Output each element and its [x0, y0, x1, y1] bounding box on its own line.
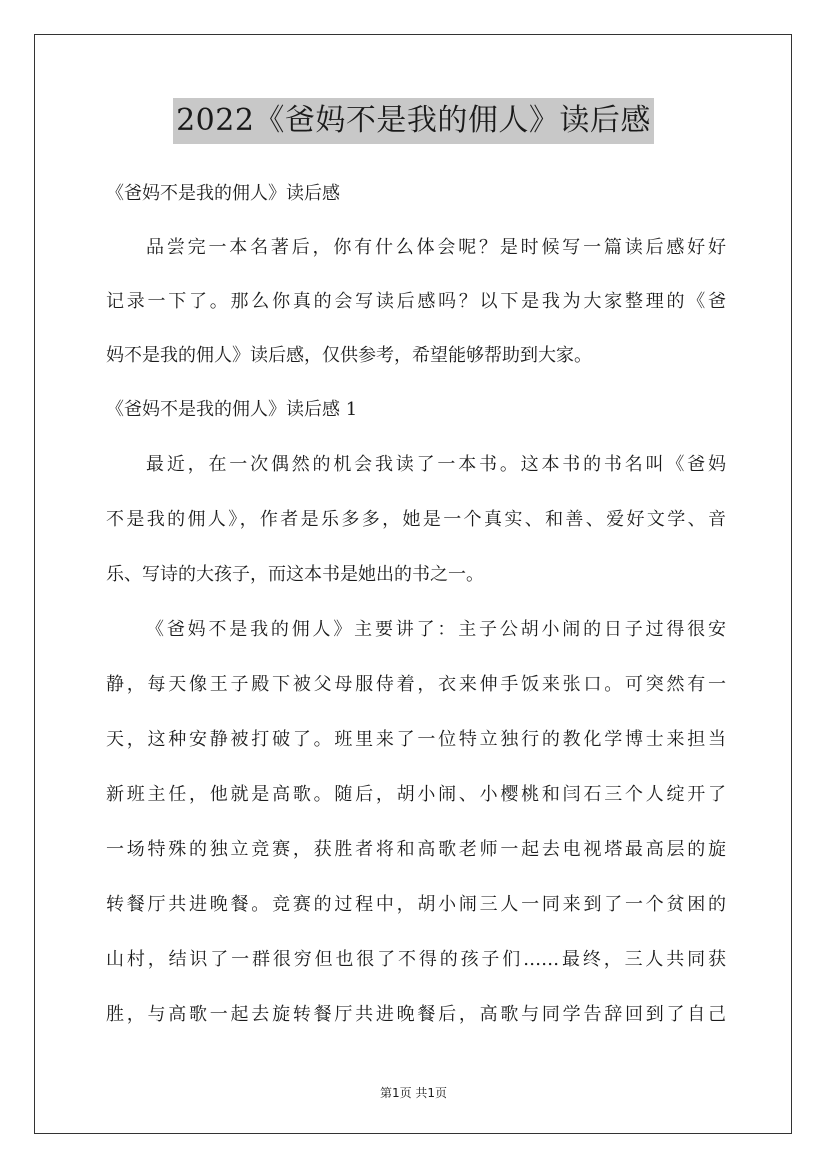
- para2-line-6: 转餐厅共进晚餐。竞赛的过程中，胡小闹三人一同来到了一个贫困的: [106, 894, 726, 915]
- para2-line-4: 新班主任，他就是高歌。随后，胡小闹、小樱桃和闫石三个人绽开了: [106, 784, 726, 805]
- para2-line-8: 胜，与高歌一起去旋转餐厅共进晚餐后，高歌与同学告辞回到了自己: [106, 1004, 726, 1025]
- document-title: 2022《爸妈不是我的佣人》读后感: [173, 98, 654, 144]
- section-heading: 《爸妈不是我的佣人》读后感 1: [106, 399, 358, 420]
- intro-line-3: 妈不是我的佣人》读后感，仅供参考，希望能够帮助到大家。: [106, 345, 592, 366]
- para1-line-3: 乐、写诗的大孩子，而这本书是她出的书之一。: [106, 564, 484, 585]
- para2-line-3: 天，这种安静被打破了。班里来了一位特立独行的教化学博士来担当: [106, 729, 726, 750]
- para2-line-2: 静，每天像王子殿下被父母服侍着，衣来伸手饭来张口。可突然有一: [106, 674, 726, 695]
- intro-line-2: 记录一下了。那么你真的会写读后感吗？以下是我为大家整理的《爸: [106, 291, 726, 312]
- subtitle: 《爸妈不是我的佣人》读后感: [106, 183, 340, 204]
- para2-line-7: 山村，结识了一群很穷但也很了不得的孩子们……最终，三人共同获: [106, 949, 726, 970]
- para2-line-1: 《爸妈不是我的佣人》主要讲了：主子公胡小闹的日子过得很安: [146, 619, 726, 640]
- page-footer: 第1页 共1页: [379, 1086, 448, 1100]
- para1-line-1: 最近，在一次偶然的机会我读了一本书。这本书的书名叫《爸妈: [146, 454, 726, 475]
- title-container: [0, 98, 827, 144]
- intro-line-1: 品尝完一本名著后，你有什么体会呢？是时候写一篇读后感好好: [146, 237, 726, 258]
- para1-line-2: 不是我的佣人》，作者是乐多多，她是一个真实、和善、爱好文学、音: [106, 509, 726, 530]
- para2-line-5: 一场特殊的独立竞赛，获胜者将和高歌老师一起去电视塔最高层的旋: [106, 839, 726, 860]
